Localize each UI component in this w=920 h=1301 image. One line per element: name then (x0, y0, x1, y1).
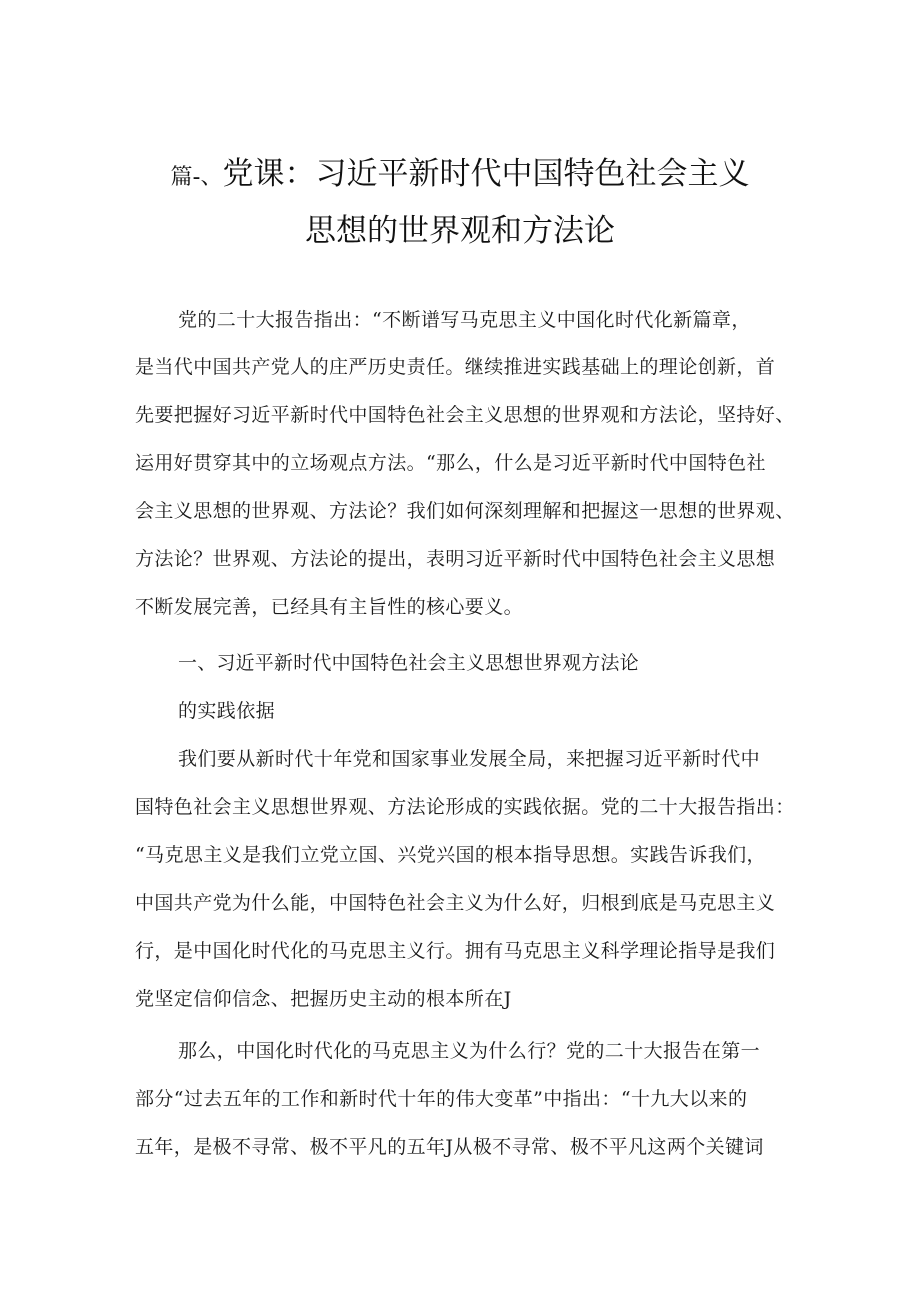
paragraph-2-line-1: 我们要从新时代十年党和国家事业发展全局，来把握习近平新时代中 (178, 748, 761, 770)
paragraph-2-line-3: “马克思主义是我们立党立国、兴党兴国的根本指导思想。实践告诉我们， (135, 844, 766, 866)
paragraph-1-line-3: 先要把握好习近平新时代中国特色社会主义思想的世界观和方法论，坚持好、 (135, 404, 795, 426)
title-prefix: 篇-、 (170, 165, 223, 190)
paragraph-2-line-5: 行，是中国化时代化的马克思主义行。拥有马克思主义科学理论指导是我们 (135, 940, 776, 962)
paragraph-2-line-4: 中国共产党为什么能，中国特色社会主义为什么好，归根到底是马克思主义 (135, 892, 776, 914)
paragraph-3-line-2: 部分“过去五年的工作和新时代十年的伟大变革”中指出：“十九大以来的 (135, 1088, 748, 1110)
section-1-heading-cont: 的实践依据 (178, 700, 276, 722)
paragraph-1-line-4: 运用好贯穿其中的立场观点方法。“那么，什么是习近平新时代中国特色社 (135, 452, 766, 474)
title-text: 党课：习近平新时代中国特色社会主义 (222, 156, 750, 192)
paragraph-3-line-3: 五年，是极不寻常、极不平凡的五年J从极不寻常、极不平凡这两个关键词 (135, 1136, 764, 1158)
document-title-line-2: 思想的世界观和方法论 (305, 213, 615, 249)
paragraph-1-line-1: 党的二十大报告指出：“不断谱写马克思主义中国化时代化新篇章， (178, 309, 751, 331)
section-1-heading: 一、习近平新时代中国特色社会主义思想世界观方法论 (178, 652, 639, 674)
paragraph-1-line-5: 会主义思想的世界观、方法论？我们如何深刻理解和把握这一思想的世界观、 (135, 500, 795, 522)
paragraph-2-line-6: 党坚定信仰信念、把握历史主动的根本所在J (135, 988, 512, 1010)
paragraph-3-line-1: 那么，中国化时代化的马克思主义为什么行？党的二十大报告在第一 (178, 1040, 761, 1062)
paragraph-2-line-2: 国特色社会主义思想世界观、方法论形成的实践依据。党的二十大报告指出： (135, 796, 795, 818)
document-title-line-1 (100, 148, 820, 193)
paragraph-1-line-6: 方法论？世界观、方法论的提出，表明习近平新时代中国特色社会主义思想 (135, 548, 776, 570)
paragraph-1-line-2: 是当代中国共产党人的庄严历史责任。继续推进实践基础上的理论创新，首 (135, 356, 776, 378)
paragraph-1-line-7: 不断发展完善，已经具有主旨性的核心要义。 (135, 596, 524, 618)
